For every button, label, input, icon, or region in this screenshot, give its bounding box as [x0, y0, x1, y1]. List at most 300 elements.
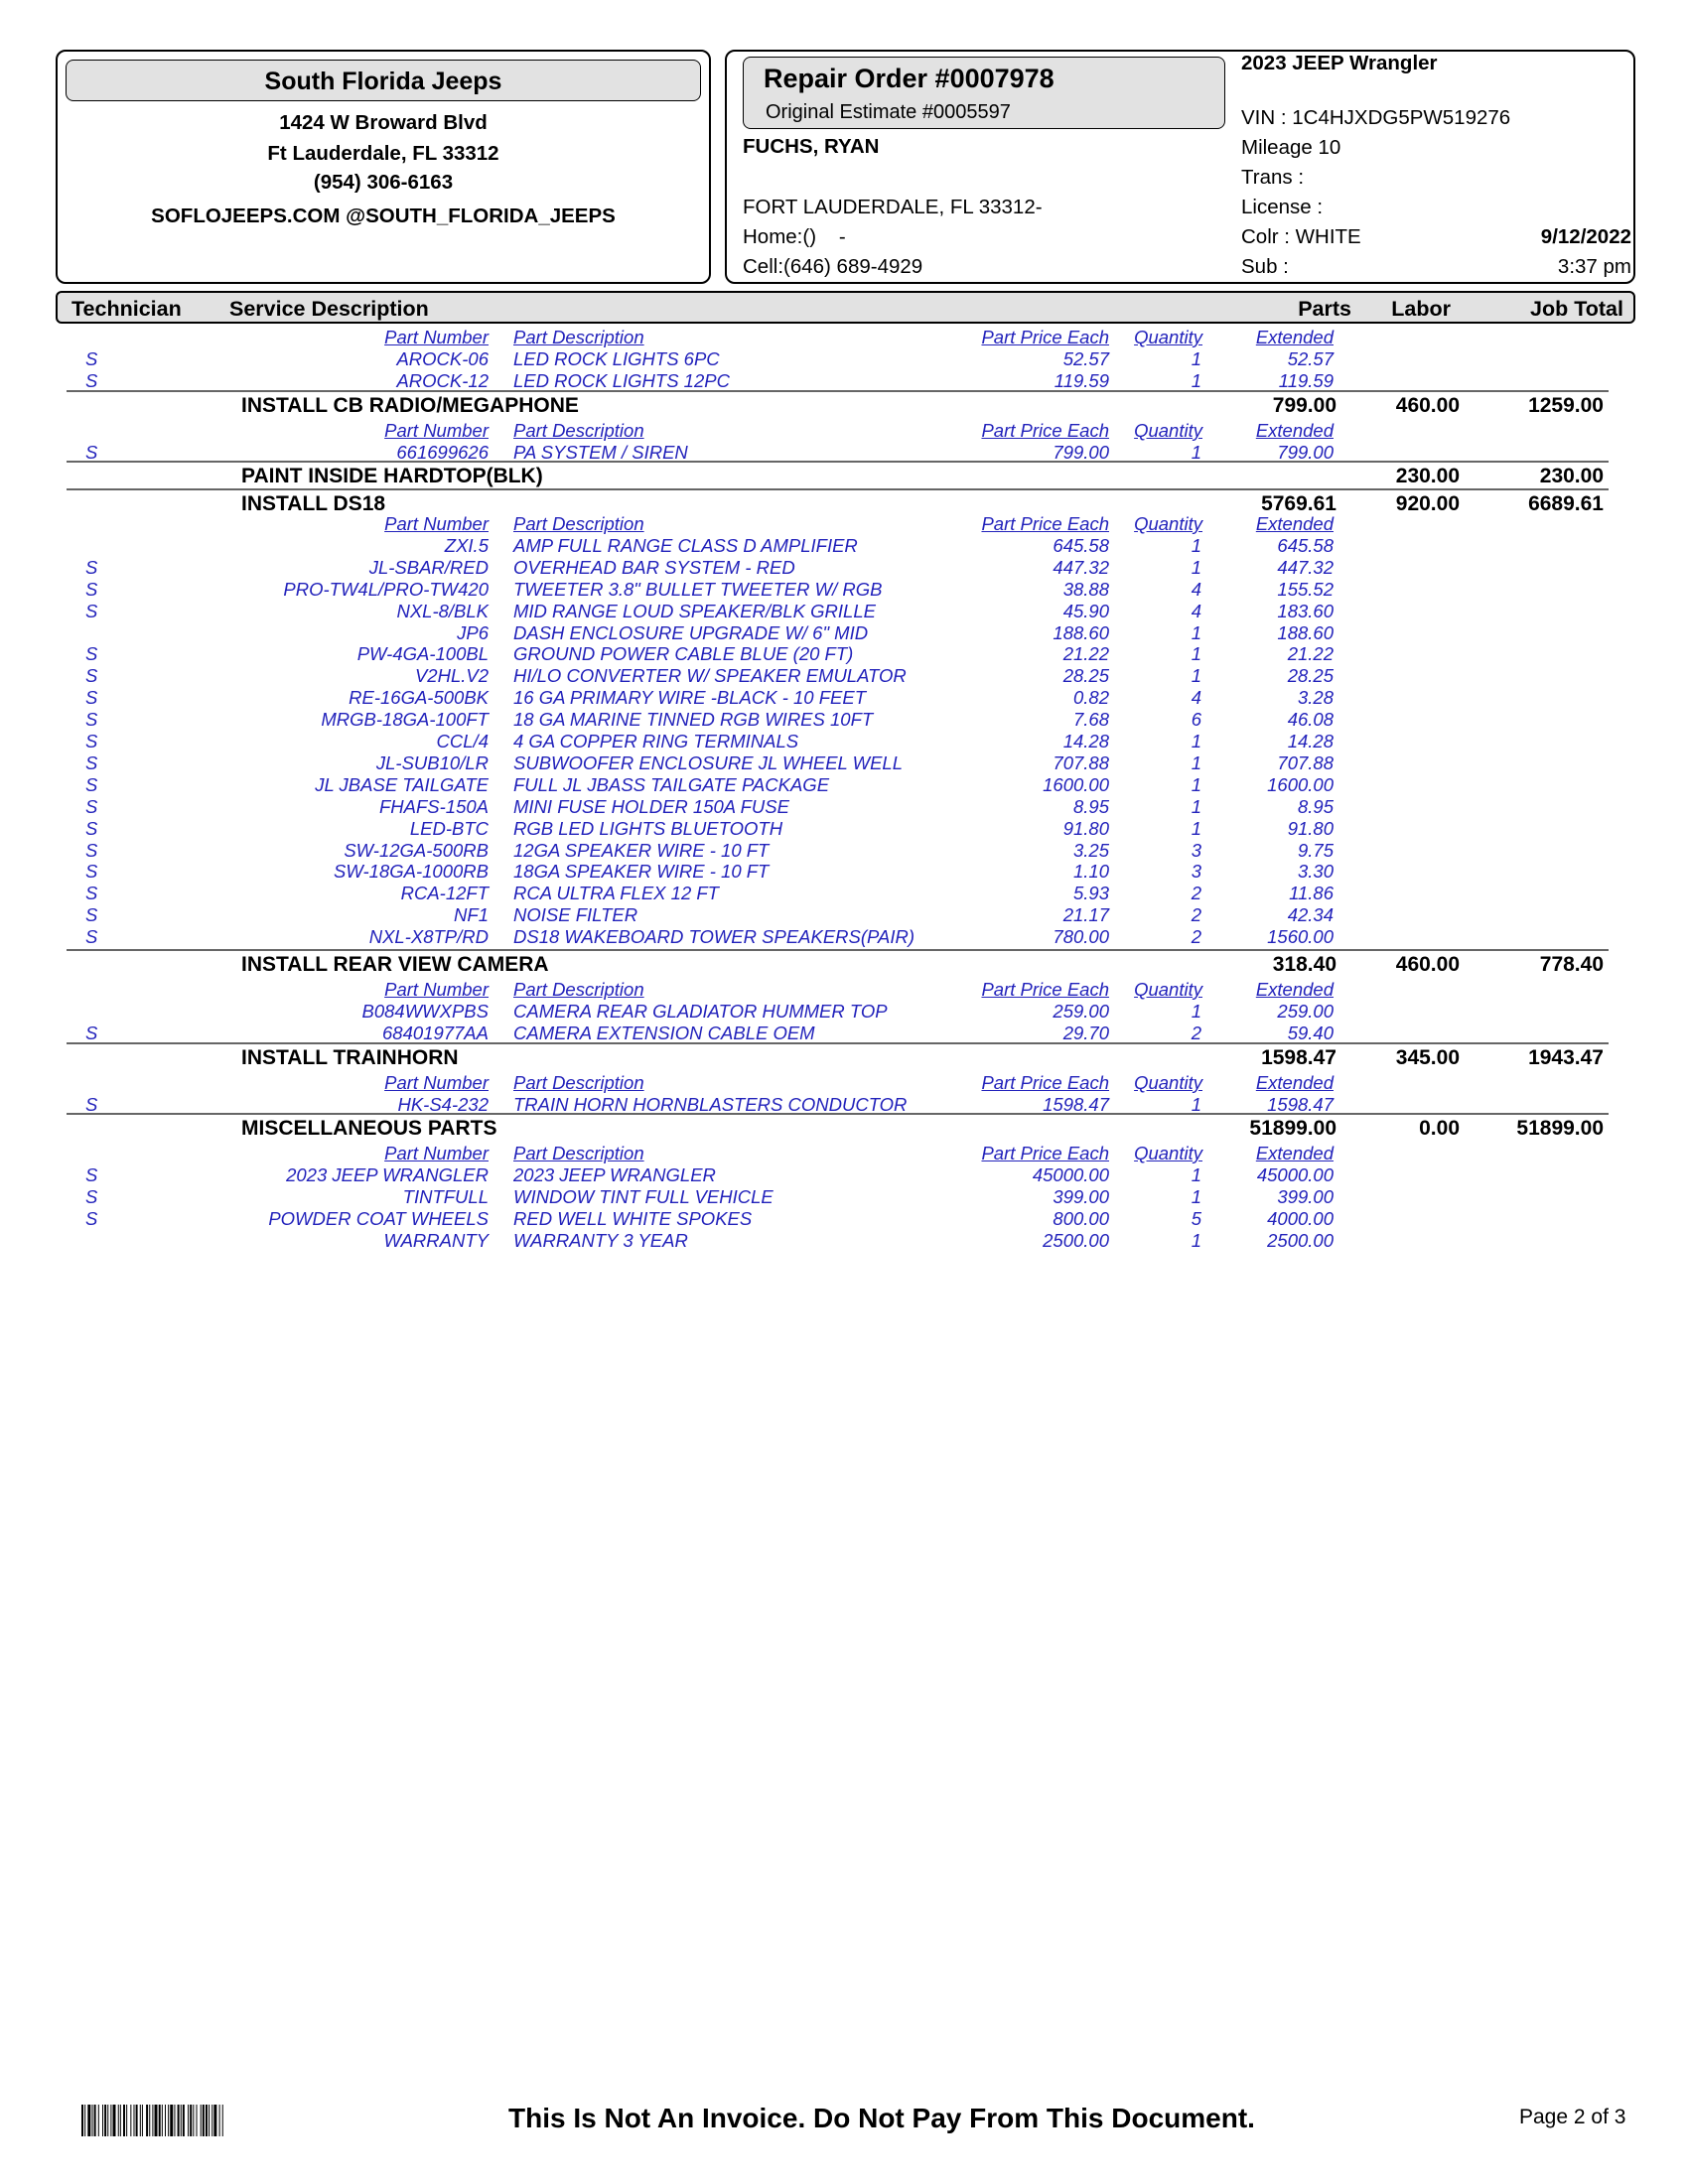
part-number: V2HL.V2: [414, 665, 489, 687]
barcode-bar: [197, 2105, 198, 2136]
job-title: INSTALL CB RADIO/MEGAPHONE: [241, 394, 579, 417]
part-number: 2023 JEEP WRANGLER: [286, 1163, 489, 1185]
barcode-bar: [149, 2105, 150, 2136]
part-price-each: 2500.00: [1043, 1229, 1109, 1251]
part-price-each: 800.00: [1053, 1207, 1109, 1229]
part-technician: S: [85, 556, 98, 578]
barcode-bar: [118, 2105, 119, 2136]
part-description: TWEETER 3.8" BULLET TWEETER W/ RGB: [513, 578, 883, 600]
barcode-bar: [203, 2105, 205, 2136]
part-number: NXL-8/BLK: [396, 600, 489, 621]
part-description: 2023 JEEP WRANGLER: [513, 1163, 716, 1185]
job-parts-amount: 51899.00: [1249, 1117, 1336, 1140]
job-labor-amount: 230.00: [1395, 465, 1460, 487]
part-technician: S: [85, 817, 98, 839]
part-number: AROCK-12: [396, 369, 489, 391]
shop-website: SOFLOJEEPS.COM @SOUTH_FLORIDA_JEEPS: [151, 205, 616, 227]
part-description: PA SYSTEM / SIREN: [513, 441, 688, 463]
customer-cell-phone: Cell:(646) 689-4929: [743, 255, 923, 278]
part-price-each: 188.60: [1053, 621, 1109, 643]
barcode-bar: [206, 2105, 208, 2136]
column-header-bar: [56, 291, 1635, 324]
part-row: [0, 1023, 1688, 1044]
part-extended-header: Extended: [1255, 1072, 1334, 1093]
barcode-bar: [162, 2105, 163, 2136]
barcode-bar: [168, 2105, 169, 2136]
part-number: WARRANTY: [383, 1229, 489, 1251]
part-extended: 46.08: [1287, 709, 1334, 731]
part-quantity: 1: [1191, 665, 1201, 687]
job-parts-amount: 5769.61: [1261, 492, 1336, 515]
part-description: OVERHEAD BAR SYSTEM - RED: [513, 556, 795, 578]
barcode-bar: [81, 2105, 83, 2136]
part-number: 68401977AA: [382, 1022, 489, 1043]
part-number: CCL/4: [436, 731, 489, 751]
part-number: TINTFULL: [402, 1185, 489, 1207]
part-description: 12GA SPEAKER WIRE - 10 FT: [513, 839, 770, 861]
job-parts-amount: 799.00: [1272, 394, 1336, 417]
barcode-bar: [181, 2105, 182, 2136]
part-price-each: 7.68: [1072, 709, 1109, 731]
part-extended-header: Extended: [1255, 420, 1334, 441]
shop-info-box: [56, 50, 711, 284]
barcode-bar: [211, 2105, 212, 2136]
job-labor-amount: 460.00: [1395, 953, 1460, 976]
part-quantity: 4: [1191, 687, 1201, 709]
job-parts-amount: 1598.47: [1261, 1046, 1336, 1069]
barcode-bar: [155, 2105, 158, 2136]
part-description: MID RANGE LOUD SPEAKER/BLK GRILLE: [513, 600, 876, 621]
part-extended: 8.95: [1297, 795, 1334, 817]
barcode-bar: [130, 2105, 131, 2136]
part-header-row: [0, 513, 1688, 535]
job-separator: [67, 461, 1609, 463]
original-estimate-number: Original Estimate #0005597: [766, 101, 1011, 123]
barcode-bar: [188, 2105, 189, 2136]
barcode-bar: [201, 2105, 202, 2136]
part-price-each: 14.28: [1062, 731, 1109, 751]
part-extended: 45000.00: [1256, 1163, 1334, 1185]
part-extended: 52.57: [1287, 347, 1334, 369]
part-extended: 707.88: [1277, 751, 1334, 773]
part-extended: 42.34: [1287, 904, 1334, 926]
barcode-bar: [98, 2105, 99, 2136]
column-parts: Parts: [1298, 297, 1351, 321]
part-extended: 799.00: [1277, 441, 1334, 463]
part-quantity: 2: [1191, 1022, 1201, 1043]
part-price-each: 45000.00: [1032, 1163, 1109, 1185]
part-quantity-header: Quantity: [1134, 420, 1202, 441]
part-technician: S: [85, 643, 98, 665]
part-row: [0, 796, 1688, 818]
barcode-bar: [126, 2105, 127, 2136]
part-quantity: 4: [1191, 578, 1201, 600]
barcode-bar: [165, 2105, 166, 2136]
part-extended: 9.75: [1297, 839, 1334, 861]
column-service-description: Service Description: [229, 297, 429, 321]
part-description: RCA ULTRA FLEX 12 FT: [513, 883, 719, 904]
column-labor: Labor: [1391, 297, 1451, 321]
part-row: [0, 557, 1688, 579]
part-technician: S: [85, 709, 98, 731]
part-extended: 119.59: [1278, 369, 1334, 391]
part-number-header: Part Number: [384, 420, 489, 441]
column-job-total: Job Total: [1530, 297, 1623, 321]
part-number: POWDER COAT WHEELS: [268, 1207, 489, 1229]
job-total-amount: 1943.47: [1528, 1046, 1604, 1069]
part-description-header: Part Description: [513, 513, 644, 534]
part-row: [0, 774, 1688, 796]
part-quantity-header: Quantity: [1134, 327, 1202, 347]
not-an-invoice-notice: This Is Not An Invoice. Do Not Pay From This Document.: [508, 2103, 1255, 2133]
part-extended: 155.52: [1277, 578, 1334, 600]
part-price-each: 28.25: [1062, 665, 1109, 687]
part-extended: 399.00: [1277, 1185, 1334, 1207]
part-description: WINDOW TINT FULL VEHICLE: [513, 1185, 774, 1207]
part-header-row: [0, 1072, 1688, 1094]
part-description: HI/LO CONVERTER W/ SPEAKER EMULATOR: [513, 665, 907, 687]
part-technician: S: [85, 1163, 98, 1185]
part-extended-header: Extended: [1255, 1143, 1334, 1163]
vehicle-vin: VIN : 1C4HJXDG5PW519276: [1241, 106, 1511, 129]
part-row: [0, 370, 1688, 392]
part-quantity-header: Quantity: [1134, 1143, 1202, 1163]
repair-order-title-box: [743, 57, 1225, 129]
part-number: AROCK-06: [396, 347, 489, 369]
vehicle-mileage: Mileage 10: [1241, 136, 1341, 159]
part-extended: 91.80: [1287, 817, 1334, 839]
part-row: [0, 926, 1688, 948]
part-number: SW-18GA-1000RB: [334, 861, 489, 883]
part-description: 16 GA PRIMARY WIRE -BLACK - 10 FEET: [513, 687, 867, 709]
part-price-each: 21.22: [1062, 643, 1109, 665]
shop-address-line1: 1424 W Broward Blvd: [279, 111, 488, 134]
part-description-header: Part Description: [513, 420, 644, 441]
part-description: CAMERA REAR GLADIATOR HUMMER TOP: [513, 1000, 888, 1022]
part-quantity: 6: [1191, 709, 1201, 731]
part-row: [0, 883, 1688, 904]
shop-name: South Florida Jeeps: [66, 60, 701, 101]
part-number: PW-4GA-100BL: [356, 643, 489, 665]
part-price-each: 1.10: [1072, 861, 1109, 883]
part-technician: S: [85, 773, 98, 795]
barcode-bar: [104, 2105, 106, 2136]
part-quantity: 5: [1191, 1207, 1201, 1229]
barcode-bar: [136, 2105, 138, 2136]
barcode-bar: [219, 2105, 220, 2136]
barcode-bar: [87, 2105, 90, 2136]
part-description: MINI FUSE HOLDER 150A FUSE: [513, 795, 789, 817]
part-number: NXL-X8TP/RD: [368, 926, 489, 948]
part-header-row: [0, 979, 1688, 1001]
part-number: HK-S4-232: [397, 1093, 489, 1115]
part-price-each: 707.88: [1053, 751, 1109, 773]
job-total-amount: 778.40: [1539, 953, 1604, 976]
part-row: [0, 1164, 1688, 1186]
part-description: NOISE FILTER: [513, 904, 638, 926]
repair-order-box: [725, 50, 1635, 284]
part-number: FHAFS-150A: [378, 795, 489, 817]
part-price-each: 29.70: [1062, 1022, 1109, 1043]
barcode-bar: [178, 2105, 180, 2136]
part-description: TRAIN HORN HORNBLASTERS CONDUCTOR: [513, 1093, 908, 1115]
part-price-each: 5.93: [1072, 883, 1109, 904]
part-quantity: 2: [1191, 904, 1201, 926]
part-quantity: 1: [1191, 369, 1201, 391]
part-header-row: [0, 327, 1688, 348]
vehicle-license: License :: [1241, 196, 1324, 218]
part-row: [0, 579, 1688, 601]
shop-phone: (954) 306-6163: [313, 171, 454, 194]
job-total-amount: 1259.00: [1528, 394, 1604, 417]
job-total-amount: 51899.00: [1516, 1117, 1604, 1140]
part-description: DASH ENCLOSURE UPGRADE W/ 6" MID: [513, 621, 869, 643]
barcode-bar: [152, 2105, 153, 2136]
part-extended: 11.86: [1289, 883, 1334, 904]
barcode-bar: [102, 2105, 103, 2136]
part-description: RED WELL WHITE SPOKES: [513, 1207, 753, 1229]
part-price-each: 119.59: [1054, 369, 1109, 391]
part-technician: S: [85, 441, 98, 463]
barcode-bar: [123, 2105, 125, 2136]
barcode-bar: [92, 2105, 93, 2136]
part-row: [0, 1208, 1688, 1230]
barcode-bar: [193, 2105, 194, 2136]
part-number: RCA-12FT: [400, 883, 489, 904]
barcode-bar: [213, 2105, 216, 2136]
barcode-bar: [107, 2105, 108, 2136]
job-row: [0, 952, 1688, 978]
part-description: DS18 WAKEBOARD TOWER SPEAKERS(PAIR): [513, 926, 915, 948]
part-quantity: 1: [1191, 773, 1201, 795]
order-time: 3:37 pm: [1557, 255, 1631, 278]
job-separator: [67, 1042, 1609, 1044]
part-row: [0, 348, 1688, 370]
part-price-each: 38.88: [1062, 578, 1109, 600]
part-extended: 188.60: [1277, 621, 1334, 643]
part-price-each: 1600.00: [1043, 773, 1109, 795]
part-technician: S: [85, 600, 98, 621]
vehicle-color: Colr : WHITE: [1241, 225, 1361, 248]
part-price-each: 8.95: [1072, 795, 1109, 817]
part-technician: S: [85, 839, 98, 861]
vehicle-transmission: Trans :: [1241, 166, 1305, 189]
job-labor-amount: 345.00: [1395, 1046, 1460, 1069]
part-price-each: 3.25: [1072, 839, 1109, 861]
part-price-each: 52.57: [1062, 347, 1109, 369]
part-description: 18GA SPEAKER WIRE - 10 FT: [513, 861, 770, 883]
part-technician: S: [85, 751, 98, 773]
part-number-header: Part Number: [384, 327, 489, 347]
barcode-bar: [222, 2105, 223, 2136]
part-description: AMP FULL RANGE CLASS D AMPLIFIER: [513, 534, 858, 556]
part-row: [0, 643, 1688, 665]
barcode-bar: [120, 2105, 121, 2136]
part-quantity: 4: [1191, 600, 1201, 621]
part-description: FULL JL JBASS TAILGATE PACKAGE: [513, 773, 830, 795]
vehicle-sub: Sub :: [1241, 255, 1289, 278]
part-row: [0, 731, 1688, 752]
part-extended: 645.58: [1277, 534, 1334, 556]
job-total-amount: 230.00: [1539, 465, 1604, 487]
barcode-bar: [183, 2105, 185, 2136]
part-extended: 183.60: [1277, 600, 1334, 621]
order-date: 9/12/2022: [1540, 225, 1631, 248]
part-extended: 3.28: [1297, 687, 1334, 709]
part-price-each: 799.00: [1053, 441, 1109, 463]
job-row: [0, 1045, 1688, 1071]
part-extended-header: Extended: [1255, 513, 1334, 534]
part-row: [0, 818, 1688, 840]
part-description-header: Part Description: [513, 327, 644, 347]
part-extended: 2500.00: [1267, 1229, 1334, 1251]
part-extended: 1600.00: [1267, 773, 1334, 795]
part-header-row: [0, 1143, 1688, 1164]
part-description: CAMERA EXTENSION CABLE OEM: [513, 1022, 815, 1043]
job-labor-amount: 0.00: [1419, 1117, 1460, 1140]
part-quantity: 1: [1191, 643, 1201, 665]
part-extended: 3.30: [1297, 861, 1334, 883]
barcode-bar: [94, 2105, 96, 2136]
part-number: PRO-TW4L/PRO-TW420: [283, 578, 489, 600]
part-price-header: Part Price Each: [981, 327, 1109, 347]
part-price-each: 780.00: [1053, 926, 1109, 948]
barcode-bar: [113, 2105, 116, 2136]
job-title: INSTALL DS18: [241, 492, 386, 515]
part-quantity: 1: [1191, 1229, 1201, 1251]
part-technician: S: [85, 926, 98, 948]
part-number: SW-12GA-500RB: [344, 839, 489, 861]
job-separator: [67, 390, 1609, 392]
part-quantity: 1: [1191, 441, 1201, 463]
barcode-bar: [142, 2105, 143, 2136]
part-description: 18 GA MARINE TINNED RGB WIRES 10FT: [513, 709, 874, 731]
part-quantity-header: Quantity: [1134, 513, 1202, 534]
part-price-header: Part Price Each: [981, 420, 1109, 441]
customer-city: FORT LAUDERDALE, FL 33312-: [743, 196, 1043, 218]
part-technician: S: [85, 1185, 98, 1207]
part-description: GROUND POWER CABLE BLUE (20 FT): [513, 643, 854, 665]
barcode-bar: [174, 2105, 175, 2136]
part-description: LED ROCK LIGHTS 6PC: [513, 347, 720, 369]
part-number: MRGB-18GA-100FT: [321, 709, 489, 731]
part-technician: S: [85, 731, 98, 751]
part-row: [0, 1230, 1688, 1252]
part-number: B084WWXPBS: [361, 1000, 489, 1022]
part-description-header: Part Description: [513, 979, 644, 1000]
job-title: INSTALL TRAINHORN: [241, 1046, 459, 1069]
part-technician: S: [85, 578, 98, 600]
part-technician: S: [85, 347, 98, 369]
part-extended: 259.00: [1277, 1000, 1334, 1022]
part-extended-header: Extended: [1255, 327, 1334, 347]
barcode-bar: [170, 2105, 173, 2136]
part-row: [0, 687, 1688, 709]
part-row: [0, 1186, 1688, 1208]
part-number-header: Part Number: [384, 513, 489, 534]
repair-order-number: Repair Order #0007978: [764, 64, 1055, 93]
customer-home-phone: Home:() -: [743, 225, 846, 248]
part-row: [0, 622, 1688, 644]
job-row: [0, 464, 1688, 489]
barcode-bar: [84, 2105, 85, 2136]
part-technician: S: [85, 369, 98, 391]
part-price-each: 447.32: [1053, 556, 1109, 578]
part-technician: S: [85, 883, 98, 904]
part-price-each: 645.58: [1053, 534, 1109, 556]
part-row: [0, 904, 1688, 926]
page-number: Page 2 of 3: [1519, 2106, 1626, 2128]
part-quantity: 1: [1191, 1163, 1201, 1185]
part-row: [0, 601, 1688, 622]
part-price-each: 259.00: [1053, 1000, 1109, 1022]
part-extended: 28.25: [1287, 665, 1334, 687]
part-quantity: 1: [1191, 621, 1201, 643]
part-technician: S: [85, 861, 98, 883]
part-number: ZXI.5: [444, 534, 489, 556]
part-description-header: Part Description: [513, 1072, 644, 1093]
part-quantity: 1: [1191, 1185, 1201, 1207]
customer-name: FUCHS, RYAN: [743, 135, 880, 158]
part-row: [0, 535, 1688, 557]
part-description: WARRANTY 3 YEAR: [513, 1229, 688, 1251]
part-quantity: 1: [1191, 1000, 1201, 1022]
part-quantity: 2: [1191, 926, 1201, 948]
part-number: JL JBASE TAILGATE: [315, 773, 489, 795]
part-price-each: 399.00: [1053, 1185, 1109, 1207]
part-extended: 21.22: [1287, 643, 1334, 665]
part-description: RGB LED LIGHTS BLUETOOTH: [513, 817, 783, 839]
part-number: LED-BTC: [409, 817, 489, 839]
part-header-row: [0, 420, 1688, 442]
part-number-header: Part Number: [384, 979, 489, 1000]
part-number: JL-SUB10/LR: [375, 751, 489, 773]
barcode-bar: [146, 2105, 148, 2136]
part-number: JL-SBAR/RED: [368, 556, 489, 578]
part-number-header: Part Number: [384, 1072, 489, 1093]
part-quantity: 2: [1191, 883, 1201, 904]
vehicle-model: 2023 JEEP Wrangler: [1241, 52, 1438, 74]
part-extended-header: Extended: [1255, 979, 1334, 1000]
part-row: [0, 752, 1688, 774]
part-number-header: Part Number: [384, 1143, 489, 1163]
part-number: 661699626: [396, 441, 489, 463]
part-extended: 1598.47: [1267, 1093, 1334, 1115]
part-price-each: 1598.47: [1043, 1093, 1109, 1115]
part-number: NF1: [454, 904, 489, 926]
part-price-header: Part Price Each: [981, 513, 1109, 534]
part-quantity: 1: [1191, 731, 1201, 751]
barcode-bar: [140, 2105, 141, 2136]
barcode-bar: [190, 2105, 192, 2136]
part-price-header: Part Price Each: [981, 1143, 1109, 1163]
part-technician: S: [85, 1093, 98, 1115]
part-row: [0, 1001, 1688, 1023]
job-title: INSTALL REAR VIEW CAMERA: [241, 953, 549, 976]
part-description: SUBWOOFER ENCLOSURE JL WHEEL WELL: [513, 751, 904, 773]
part-quantity-header: Quantity: [1134, 979, 1202, 1000]
part-price-header: Part Price Each: [981, 1072, 1109, 1093]
part-quantity: 3: [1191, 861, 1201, 883]
part-row: [0, 665, 1688, 687]
part-technician: S: [85, 1207, 98, 1229]
barcode-bar: [159, 2105, 161, 2136]
part-description: 4 GA COPPER RING TERMINALS: [513, 731, 799, 751]
barcode-bar: [134, 2105, 135, 2136]
part-number: RE-16GA-500BK: [349, 687, 489, 709]
part-technician: S: [85, 795, 98, 817]
part-extended: 447.32: [1277, 556, 1334, 578]
